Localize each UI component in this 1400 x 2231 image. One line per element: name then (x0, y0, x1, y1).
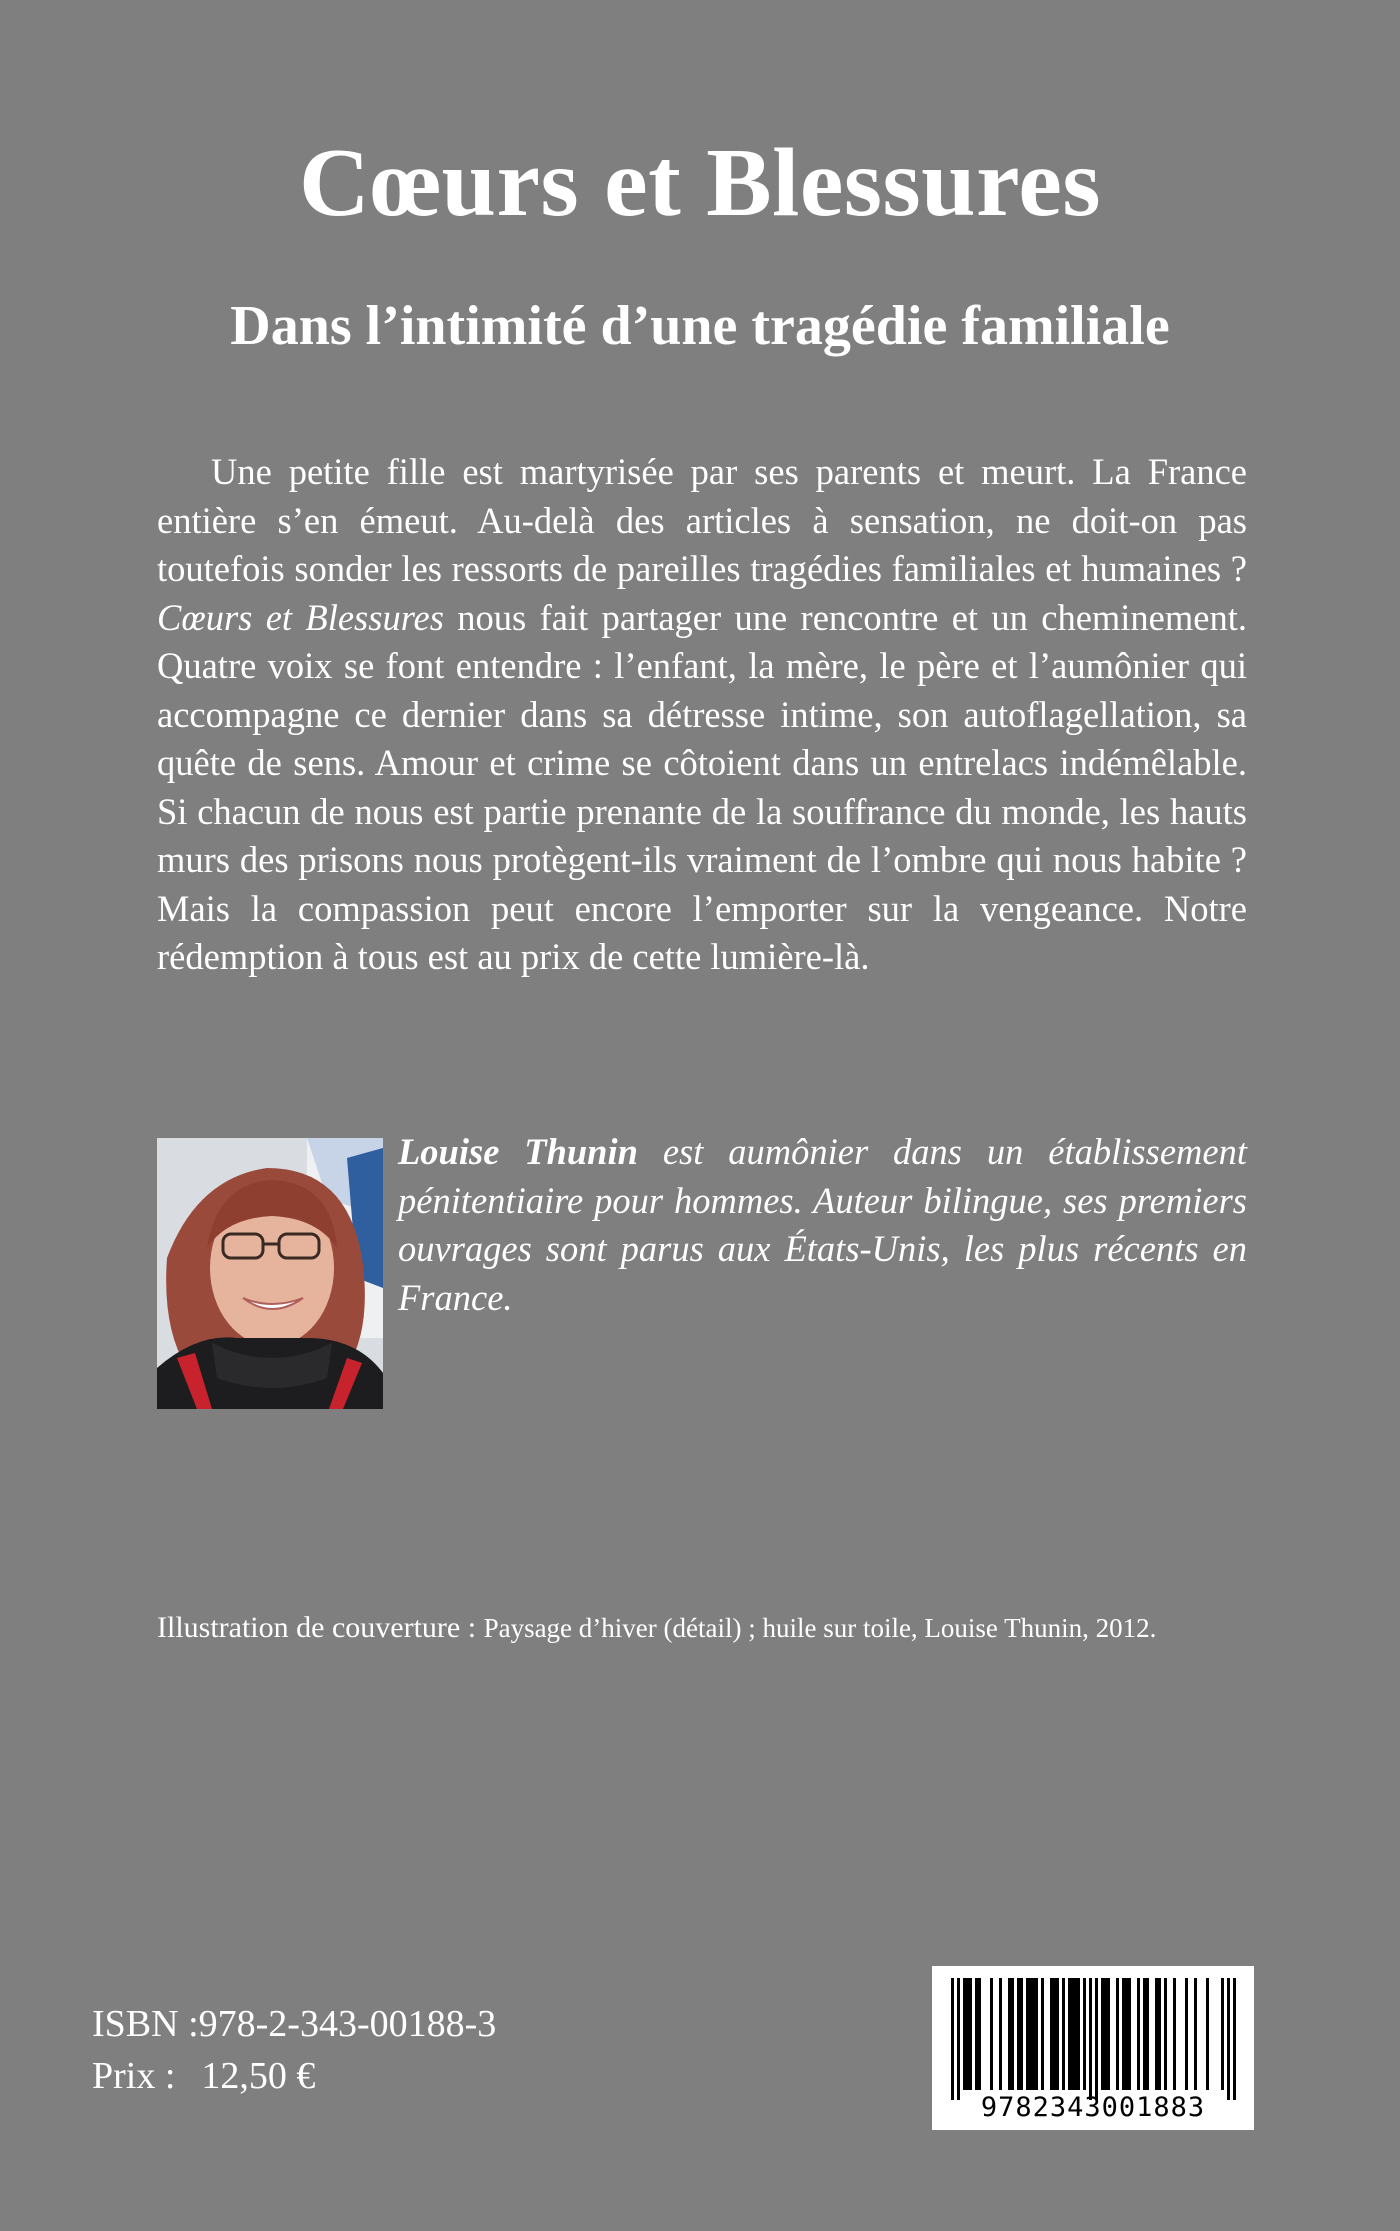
barcode-bar (1116, 1978, 1119, 2090)
barcode-bar (1104, 1978, 1107, 2090)
price-label: Prix : (92, 2055, 176, 2097)
barcode-bar (1035, 1978, 1038, 2090)
author-photo (157, 1138, 383, 1409)
author-bio-text: est aumônier dans un établissement pénitentiaire pour hommes. Auteur bilingue, ses premiers ouvrages sont parus aux États-Unis, les plus récents en France. (398, 1131, 1247, 1318)
barcode-bar (1194, 1978, 1197, 2090)
barcode-bar (1164, 1978, 1167, 2090)
barcode-bar (1143, 1978, 1146, 2090)
author-name: Louise Thunin (398, 1131, 638, 1172)
barcode-bar (1062, 1978, 1065, 2090)
barcode (932, 1966, 1254, 2130)
book-title: Cœurs et Blessures (298, 129, 1102, 237)
barcode-bar (1074, 1978, 1077, 2090)
barcode-bar (1155, 1978, 1158, 2090)
barcode-bar (1041, 1978, 1044, 2090)
barcode-bar (1221, 1978, 1224, 2090)
author-bio (398, 1128, 1247, 1322)
barcode-bar (1125, 1978, 1128, 2090)
barcode-bar (975, 1978, 978, 2090)
barcode-bar (1077, 1978, 1080, 2090)
barcode-bar (1233, 1978, 1236, 2100)
barcode-bar (1107, 1978, 1110, 2090)
barcode-bar (1068, 1978, 1071, 2090)
barcode-bar (1026, 1978, 1029, 2090)
barcode-bar (1101, 1978, 1104, 2090)
barcode-digits: 9782343001883 (980, 2092, 1206, 2123)
blurb-text-1: Une petite fille est martyrisée par ses parents et meurt. La France entière s’en émeut. Au-delà des articles à sensation, ne doit-on pas toutefois sonder les ressorts de pareilles tragédies familiales et humaines ? (157, 451, 1247, 589)
book-subtitle: Dans l’intimité d’une tragédie familiale (230, 295, 1170, 357)
price-line (92, 2054, 315, 2100)
blurb-book-title: Cœurs et Blessures (157, 596, 444, 638)
barcode-bar (999, 1978, 1002, 2090)
barcode-bar (966, 1978, 969, 2090)
barcode-bar (1227, 1978, 1230, 2100)
credit-label: Illustration de couverture : (157, 1611, 484, 1644)
barcode-bar (957, 1978, 960, 2100)
barcode-bar (990, 1978, 993, 2090)
barcode-bar (1158, 1978, 1161, 2090)
isbn-line (92, 2002, 496, 2048)
cover-illustration-credit (157, 1610, 1156, 1646)
barcode-bar (1083, 1978, 1086, 2090)
barcode-bar (1089, 1978, 1092, 2100)
price-value: 12,50 € (201, 2055, 316, 2097)
barcode-bar (1050, 1978, 1053, 2090)
barcode-bar (1011, 1978, 1014, 2090)
barcode-bar (1008, 1978, 1011, 2090)
isbn-label: ISBN : (92, 2003, 199, 2045)
barcode-bar (1206, 1978, 1209, 2090)
barcode-bar (951, 1978, 954, 2100)
barcode-bar (1185, 1978, 1188, 2090)
barcode-bar (1146, 1978, 1149, 2090)
barcode-bar (1056, 1978, 1059, 2090)
barcode-bar (1029, 1978, 1032, 2090)
barcode-bar (1173, 1978, 1176, 2090)
barcode-bar (1017, 1978, 1020, 2090)
barcode-bar (978, 1978, 981, 2090)
barcode-bar (1053, 1978, 1056, 2090)
credit-text: Paysage d’hiver (détail) ; huile sur toile, Louise Thunin, 2012. (483, 1613, 1157, 1643)
author-portrait-image (157, 1138, 383, 1409)
blurb-text-2: nous fait partager une rencontre et un cheminement. Quatre voix se font entendre : l’enfant, la mère, le père et l’aumônier qui accompagne ce dernier dans sa détresse intime, son autoflagellation, sa quête de sens. Amour et crime se côtoient dans un entrelacs indémêlable. Si chacun de nous est partie prenante de la souffrance du monde, les hauts murs des prisons nous protègent-ils vraiment de l’ombre qui nous habite ? Mais la compassion peut encore l’emporter sur la vengeance. Notre rédemption à tous est au prix de cette lumière-là. (157, 596, 1247, 977)
barcode-bar (969, 1978, 972, 2090)
barcode-bar (1032, 1978, 1035, 2090)
barcode-bar (1071, 1978, 1074, 2090)
barcode-bar (1095, 1978, 1098, 2100)
barcode-bar (1137, 1978, 1140, 2090)
barcode-bar (1128, 1978, 1131, 2090)
barcode-bar (963, 1978, 966, 2090)
barcode-bar (1122, 1978, 1125, 2090)
blurb-paragraph (157, 448, 1247, 982)
barcode-bar (1020, 1978, 1023, 2090)
isbn-value: 978-2-343-00188-3 (198, 2003, 497, 2045)
